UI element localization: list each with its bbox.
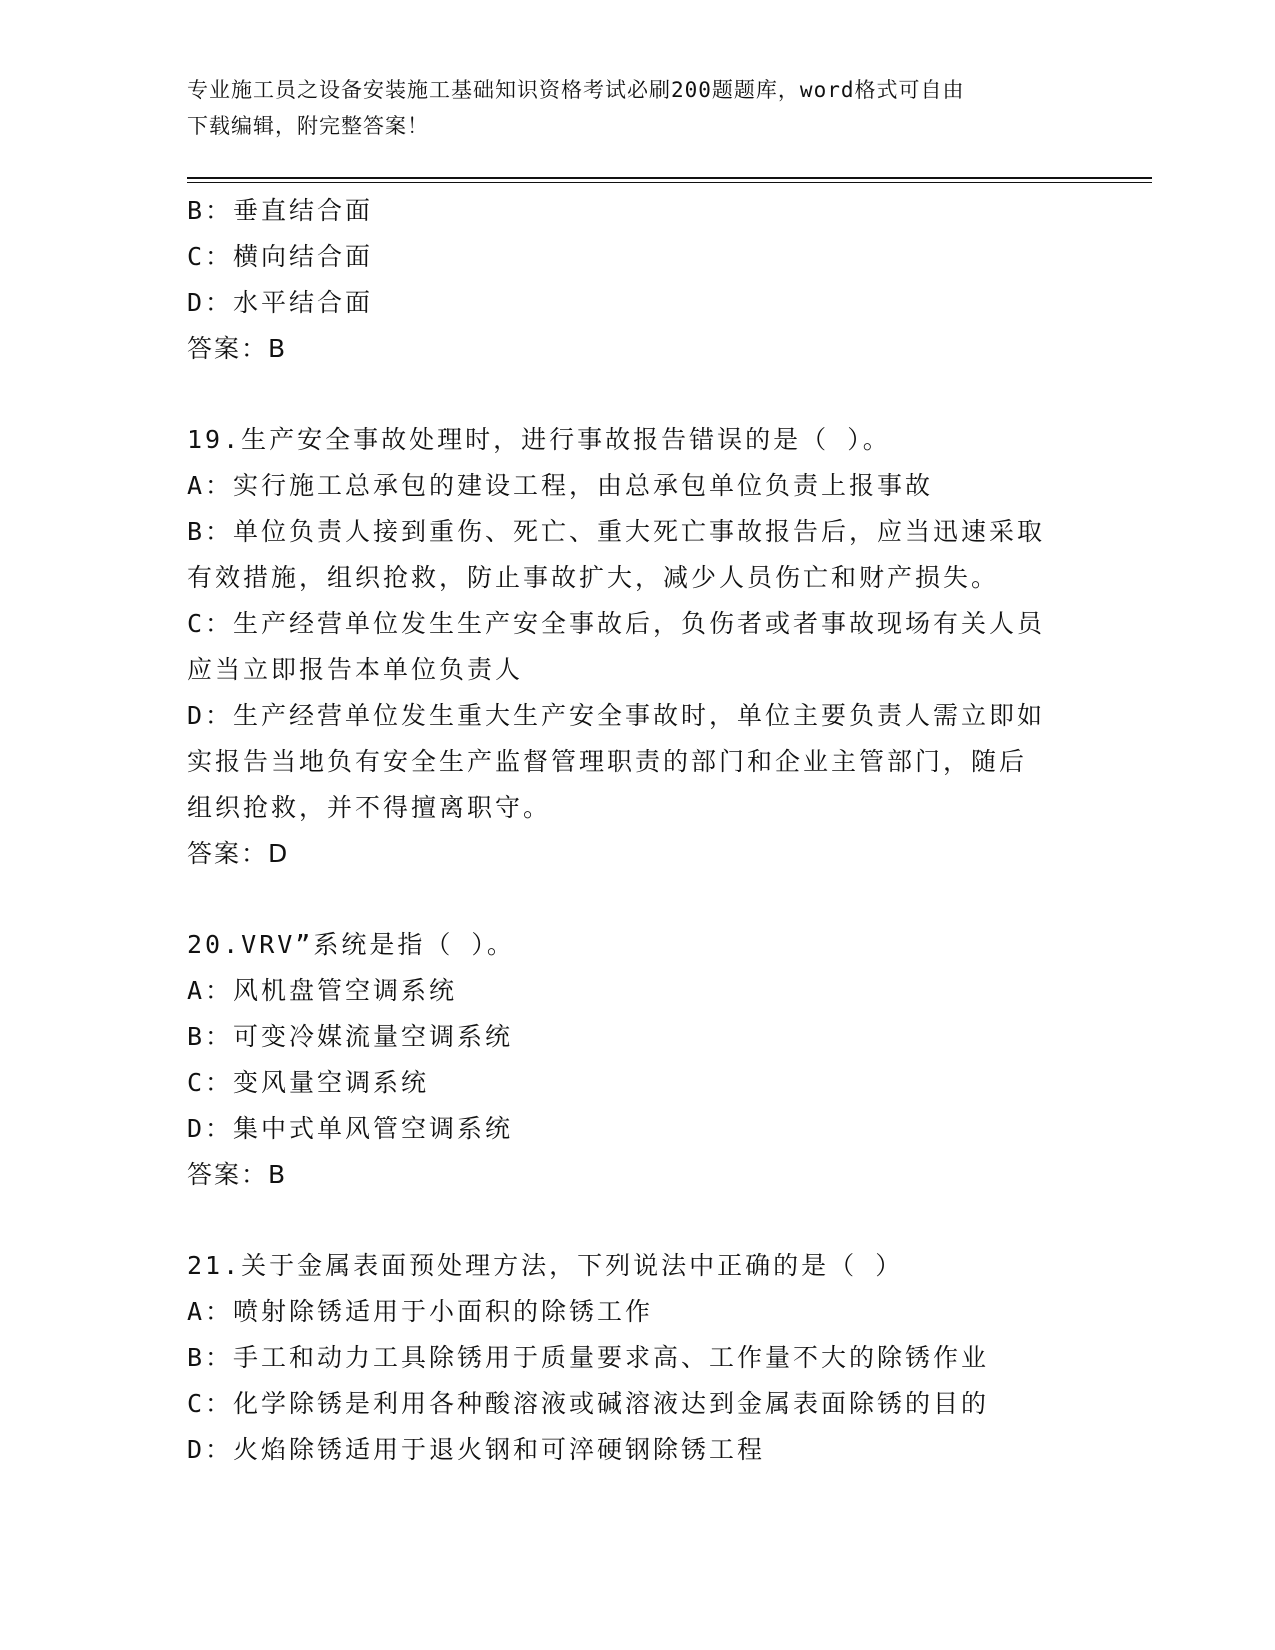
q20-option-d: D：集中式单风管空调系统 bbox=[187, 1114, 514, 1143]
q19-option-d-line-2: 实报告当地负有安全生产监督管理职责的部门和企业主管部门，随后 bbox=[187, 747, 1028, 776]
question-20 bbox=[187, 922, 1107, 1198]
question-spacer bbox=[187, 372, 1107, 417]
q18-answer: 答案：B bbox=[187, 334, 288, 363]
question-spacer bbox=[187, 1198, 1107, 1243]
q21-option-b: B：手工和动力工具除锈用于质量要求高、工作量不大的除锈作业 bbox=[187, 1343, 990, 1372]
q19-option-b-line-1: B：单位负责人接到重伤、死亡、重大死亡事故报告后，应当迅速采取 bbox=[187, 517, 1046, 546]
q18-option-c: C：横向结合面 bbox=[187, 242, 374, 271]
question-19 bbox=[187, 417, 1107, 877]
header-title-line-1: 专业施工员之设备安装施工基础知识资格考试必刷200题题库，word格式可自由 bbox=[187, 78, 965, 102]
question-list bbox=[187, 188, 1107, 1473]
q21-option-a: A：喷射除锈适用于小面积的除锈工作 bbox=[187, 1297, 654, 1326]
question-21 bbox=[187, 1243, 1107, 1473]
q19-option-a: A：实行施工总承包的建设工程，由总承包单位负责上报事故 bbox=[187, 471, 934, 500]
q21-question: 21.关于金属表面预处理方法，下列说法中正确的是（ ） bbox=[187, 1251, 904, 1280]
q21-option-d: D：火焰除锈适用于退火钢和可淬硬钢除锈工程 bbox=[187, 1435, 766, 1464]
document-header bbox=[187, 72, 1077, 144]
q19-answer: 答案：D bbox=[187, 839, 290, 868]
header-divider-thin bbox=[187, 182, 1152, 183]
q20-question: 20.VRV”系统是指（ ）。 bbox=[187, 930, 515, 959]
q19-option-d-line-3: 组织抢救，并不得擅离职守。 bbox=[187, 793, 552, 822]
q18-option-d: D：水平结合面 bbox=[187, 288, 374, 317]
q19-option-d-line-1: D：生产经营单位发生重大生产安全事故时，单位主要负责人需立即如 bbox=[187, 701, 1046, 730]
q20-option-c: C：变风量空调系统 bbox=[187, 1068, 430, 1097]
header-title-line-2: 下载编辑，附完整答案！ bbox=[187, 114, 429, 138]
question-spacer bbox=[187, 877, 1107, 922]
question-18-tail bbox=[187, 188, 1107, 372]
header-divider-thick bbox=[187, 177, 1152, 179]
q19-option-b-line-2: 有效措施，组织抢救，防止事故扩大，减少人员伤亡和财产损失。 bbox=[187, 563, 1000, 592]
q18-option-b: B：垂直结合面 bbox=[187, 196, 374, 225]
q19-option-c-line-1: C：生产经营单位发生生产安全事故后，负伤者或者事故现场有关人员 bbox=[187, 609, 1046, 638]
q21-option-c: C：化学除锈是利用各种酸溶液或碱溶液达到金属表面除锈的目的 bbox=[187, 1389, 990, 1418]
q20-answer: 答案：B bbox=[187, 1160, 288, 1189]
q19-option-c-line-2: 应当立即报告本单位负责人 bbox=[187, 655, 524, 684]
q19-question: 19.生产安全事故处理时，进行事故报告错误的是（ ）。 bbox=[187, 425, 891, 454]
q20-option-b: B：可变冷媒流量空调系统 bbox=[187, 1022, 514, 1051]
q20-option-a: A：风机盘管空调系统 bbox=[187, 976, 458, 1005]
